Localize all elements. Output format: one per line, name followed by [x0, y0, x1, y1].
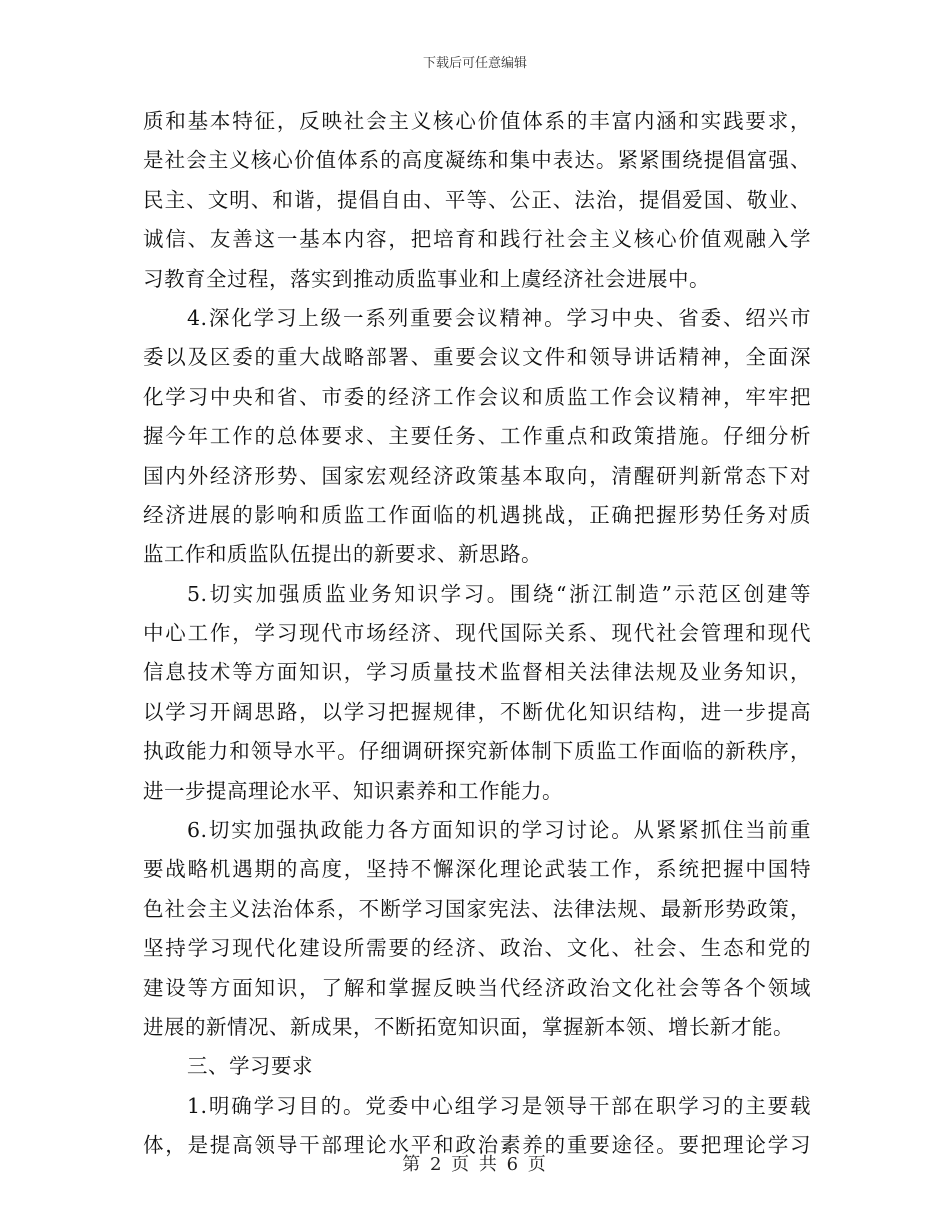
- text-line: 体，是提高领导干部理论水平和政治素养的重要途径。要把理论学习: [143, 1133, 811, 1158]
- text-line: 建设等方面知识，了解和掌握反映当代经济政治文化社会等各个领域: [143, 975, 811, 1000]
- document-body: [143, 102, 811, 1166]
- text-line: 进展的新情况、新成果，不断拓宽知识面，掌握新本领、增长新才能。: [143, 1014, 794, 1039]
- text-line: 民主、文明、和谐，提倡自由、平等、公正、法治，提倡爱国、敬业、: [143, 187, 811, 212]
- text-line: 进一步提高理论水平、知识素养和工作能力。: [143, 778, 563, 803]
- page-number-footer: 第 2 页 共 6 页: [402, 1154, 548, 1175]
- text-line: 监工作和质监队伍提出的新要求、新思路。: [143, 542, 542, 567]
- text-line: 质和基本特征，反映社会主义核心价值体系的丰富内涵和实践要求，: [143, 109, 811, 133]
- text-line: 信息技术等方面知识，学习质量技术监督相关法律法规及业务知识，: [143, 660, 811, 685]
- text-line: 委以及区委的重大战略部署、重要会议文件和领导讲话精神，全面深: [143, 345, 811, 370]
- text-line: 化学习中央和省、市委的经济工作会议和质监工作会议精神，牢牢把: [143, 384, 811, 409]
- text-line: 色社会主义法治体系，不断学习国家宪法、法律法规、最新形势政策，: [143, 896, 811, 921]
- text-line: 5.切实加强质监业务知识学习。围绕“浙江制造”示范区创建等: [187, 581, 811, 606]
- text-line: 坚持学习现代化建设所需要的经济、政治、文化、社会、生态和党的: [143, 936, 811, 961]
- text-line: 6.切实加强执政能力各方面知识的学习讨论。从紧紧抓住当前重: [187, 818, 811, 843]
- text-line: 国内外经济形势、国家宏观经济政策基本取向，清醒研判新常态下对: [143, 463, 811, 488]
- text-line: 三、学习要求: [187, 1054, 313, 1079]
- text-line: 4.深化学习上级一系列重要会议精神。学习中央、省委、绍兴市: [187, 305, 811, 330]
- text-line: 中心工作，学习现代市场经济、现代国际关系、现代社会管理和现代: [143, 621, 811, 646]
- page-header: 下载后可任意编辑: [422, 56, 527, 71]
- text-line: 习教育全过程，落实到推动质监事业和上虞经济社会进展中。: [143, 266, 710, 291]
- text-line: 以学习开阔思路，以学习把握规律，不断优化知识结构，进一步提高: [143, 699, 811, 724]
- text-line: 执政能力和领导水平。仔细调研探究新体制下质监工作面临的新秩序，: [143, 739, 811, 764]
- text-line: 握今年工作的总体要求、主要任务、工作重点和政策措施。仔细分析: [143, 424, 811, 449]
- text-line: 是社会主义核心价值体系的高度凝练和集中表达。紧紧围绕提倡富强、: [143, 148, 811, 173]
- text-line: 要战略机遇期的高度，坚持不懈深化理论武装工作，系统把握中国特: [143, 857, 811, 882]
- text-line: 1.明确学习目的。党委中心组学习是领导干部在职学习的主要载: [187, 1093, 811, 1118]
- text-line: 诚信、友善这一基本内容，把培育和践行社会主义核心价值观融入学: [143, 227, 811, 252]
- text-line: 经济进展的影响和质监工作面临的机遇挑战，正确把握形势任务对质: [143, 502, 811, 527]
